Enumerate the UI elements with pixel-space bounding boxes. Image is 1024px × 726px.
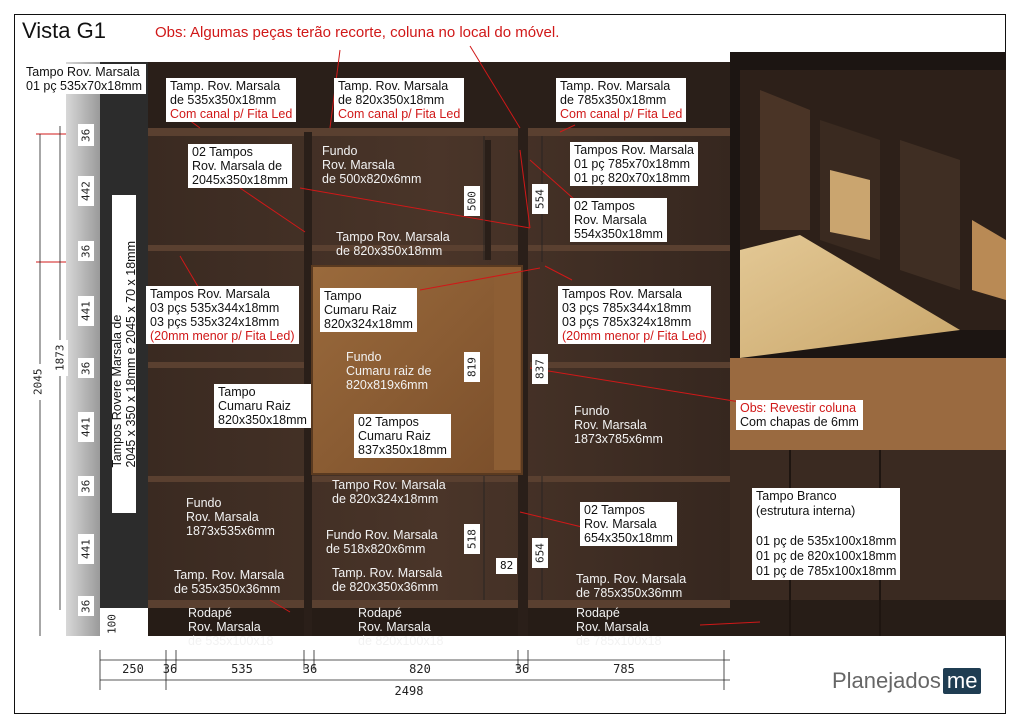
- dim-554: 554: [532, 184, 548, 214]
- dim-36b: 36: [78, 241, 94, 261]
- planejados-logo: Planejados me: [832, 668, 981, 694]
- label-tamp36-535: Tamp. Rov. Marsala de 535x350x36mm: [174, 568, 285, 596]
- label-tampos-654: 02 Tampos Rov. Marsala 654x350x18mm: [580, 502, 677, 546]
- dim-b36a: 36: [162, 662, 178, 676]
- shelf-3r: [530, 362, 730, 368]
- label-fundo-cumaru: Fundo Cumaru raiz de 820x819x6mm: [346, 350, 432, 392]
- dim-441c: 441: [78, 534, 94, 564]
- dim-1873: 1873: [52, 340, 68, 376]
- dim-442: 442: [78, 176, 94, 206]
- obs-note: Obs: Algumas peças terão recorte, coluna no local do móvel.: [155, 24, 560, 41]
- dim-2045: 2045: [30, 364, 46, 400]
- label-vertical-rovere: Tampos Rovere Marsala de 2045 x 350 x 18mm e 2045 x 70 x 18mm: [112, 195, 136, 513]
- dim-b36c: 36: [514, 662, 530, 676]
- label-fundo-1873-left: Fundo Rov. Marsala 1873x535x6mm: [186, 496, 275, 538]
- dim-819: 819: [464, 352, 480, 382]
- dim-b250: 250: [122, 662, 144, 676]
- label-tampos-554: 02 Tampos Rov. Marsala 554x350x18mm: [570, 198, 667, 242]
- dim-518: 518: [464, 524, 480, 554]
- label-fundo-500: Fundo Rov. Marsala de 500x820x6mm: [322, 144, 422, 186]
- label-rodape-535: Rodapé Rov. Marsala de 535x100x18: [188, 606, 274, 648]
- label-tamp-785: Tamp. Rov. Marsala de 785x350x18mm Com canal p/ Fita Led: [556, 78, 686, 122]
- dim-654: 654: [532, 538, 548, 568]
- shelf-3: [148, 362, 308, 368]
- label-fundo-1873-right: Fundo Rov. Marsala 1873x785x6mm: [574, 404, 663, 446]
- label-tampos-837: 02 Tampos Cumaru Raiz 837x350x18mm: [354, 414, 451, 458]
- label-rodape-820: Rodapé Rov. Marsala de 820x100x18: [358, 606, 444, 648]
- label-tampos-rov-785: Tampos Rov. Marsala 01 pç 785x70x18mm 01 pç 820x70x18mm: [570, 142, 698, 186]
- dim-441b: 441: [78, 412, 94, 442]
- dim-36d: 36: [78, 476, 94, 496]
- label-tampo-cumaru-350: Tampo Cumaru Raiz 820x350x18mm: [214, 384, 311, 428]
- dim-36e: 36: [78, 596, 94, 616]
- dim-837: 837: [532, 354, 548, 384]
- dim-b2498: 2498: [394, 684, 424, 698]
- dim-b535: 535: [231, 662, 253, 676]
- label-tampo-top-left: Tampo Rov. Marsala 01 pç 535x70x18mm: [22, 64, 146, 94]
- dim-82: 82: [496, 558, 517, 574]
- dim-100: 100: [104, 612, 120, 636]
- shelf-1: [148, 128, 730, 136]
- label-rodape-785: Rodapé Rov. Marsala de 785x100x18: [576, 606, 662, 648]
- dim-441a: 441: [78, 296, 94, 326]
- label-tampo-branco: Tampo Branco (estrutura interna) 01 pç de 535x100x18mm 01 pç de 820x100x18mm 01 pç de 785x100x18mm: [752, 488, 900, 580]
- dim-36a: 36: [78, 124, 94, 146]
- dim-b820: 820: [409, 662, 431, 676]
- label-tamp-820: Tamp. Rov. Marsala de 820x350x18mm Com canal p/ Fita Led: [334, 78, 464, 122]
- dim-36c: 36: [78, 358, 94, 378]
- label-tampo-cumaru: Tampo Cumaru Raiz 820x324x18mm: [320, 288, 417, 332]
- label-tamp-535: Tamp. Rov. Marsala de 535x350x18mm Com canal p/ Fita Led: [166, 78, 296, 122]
- page-title: Vista G1: [22, 18, 106, 43]
- label-tampos-785r: Tampos Rov. Marsala 03 pçs 785x344x18mm 03 pçs 785x324x18mm (20mm menor p/ Fita Led): [558, 286, 711, 344]
- dim-500: 500: [464, 186, 480, 216]
- cumaru-side: [494, 270, 520, 470]
- dim-b36b: 36: [302, 662, 318, 676]
- label-obs-coluna: Obs: Revestir coluna Com chapas de 6mm: [736, 400, 863, 430]
- label-tampo-820-324: Tampo Rov. Marsala de 820x324x18mm: [332, 478, 446, 506]
- dim-b785: 785: [613, 662, 635, 676]
- label-tampos-535: Tampos Rov. Marsala 03 pçs 535x344x18mm 03 pçs 535x324x18mm (20mm menor p/ Fita Led): [146, 286, 299, 344]
- label-tamp36-785: Tamp. Rov. Marsala de 785x350x36mm: [576, 572, 687, 600]
- label-tamp36-820: Tamp. Rov. Marsala de 820x350x36mm: [332, 566, 443, 594]
- label-tampos-2045: 02 Tampos Rov. Marsala de 2045x350x18mm: [188, 144, 292, 188]
- label-fundo-518: Fundo Rov. Marsala de 518x820x6mm: [326, 528, 438, 556]
- fundo-500-edge: [485, 140, 491, 260]
- label-tampo-820-mid: Tampo Rov. Marsala de 820x350x18mm: [336, 230, 450, 258]
